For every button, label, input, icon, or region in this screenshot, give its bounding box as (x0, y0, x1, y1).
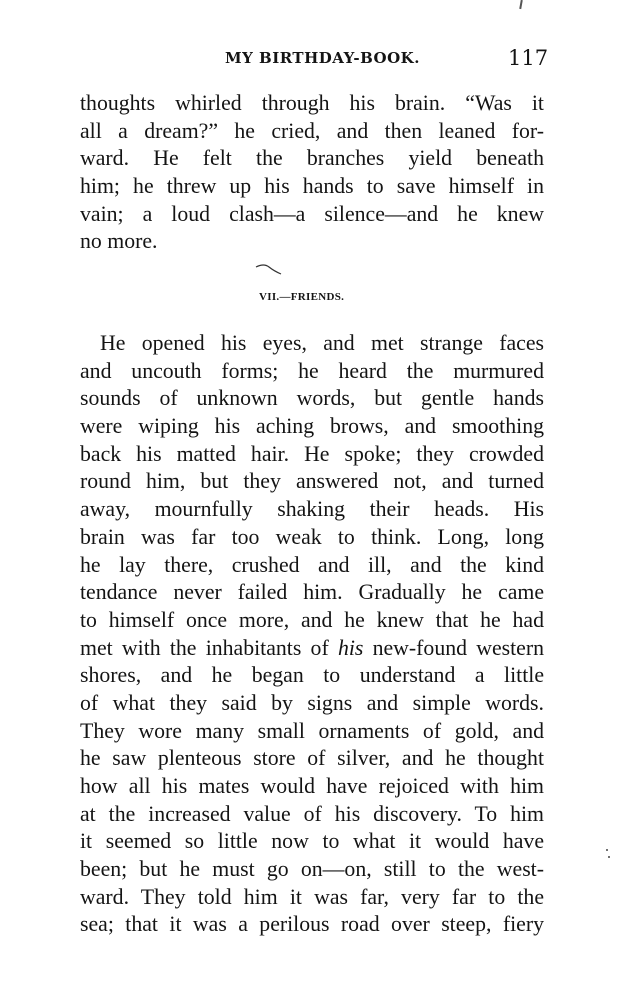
text-line: tendance never failed him. Gradually he came (80, 580, 544, 605)
text-line: at the increased value of his discovery. To him (80, 801, 544, 826)
page-number: 117 (508, 46, 549, 70)
text-line: to himself once more, and he knew that he had (80, 607, 544, 632)
text-line: away, mournfully shaking their heads. His (80, 497, 544, 522)
text-line: round him, but they answered not, and turned (80, 469, 544, 494)
text-line: ward. He felt the branches yield beneath (80, 146, 544, 171)
text-line: shores, and he began to understand a little (80, 663, 544, 688)
top-paragraph (80, 90, 544, 256)
running-header-title: MY BIRTHDAY-BOOK. (225, 49, 420, 67)
section-heading: VII.—FRIENDS. (259, 291, 345, 303)
emphasized-word: his (337, 635, 364, 660)
text-line: him; he threw up his hands to save himself in (80, 174, 544, 199)
text-line: how all his mates would have rejoiced with him (80, 774, 544, 798)
text-line-with-emphasis (80, 635, 544, 663)
text-line: back his matted hair. He spoke; they crowded (80, 441, 544, 466)
text-line: of what they said by signs and simple words. (80, 690, 544, 715)
text-line: brain was far too weak to think. Long, long (80, 524, 544, 549)
text-line: it seemed so little now to what it would have (80, 829, 544, 854)
print-specks (604, 848, 614, 860)
text-line: sounds of unknown words, but gentle hands (80, 386, 544, 411)
text-line: no more. (80, 229, 158, 254)
corner-scan-mark (519, 0, 523, 9)
main-paragraph (80, 330, 544, 939)
text-line: He opened his eyes, and met strange faces (100, 331, 544, 355)
text-line: all a dream?” he cried, and then leaned for- (80, 118, 544, 143)
text-line: sea; that it was a perilous road over steep, fiery (80, 912, 544, 937)
text-line: he saw plenteous store of silver, and he thought (80, 746, 544, 771)
text-segment: met with the inhabitants of (80, 635, 338, 660)
text-line: thoughts whirled through his brain. “Was it (80, 91, 544, 115)
text-line: he lay there, crushed and ill, and the kind (80, 552, 544, 577)
text-line: ward. They told him it was far, very far to the (80, 884, 544, 909)
text-line: were wiping his aching brows, and smoothing (80, 414, 544, 439)
text-line: vain; a loud clash—a silence—and he knew (80, 201, 544, 226)
text-segment: new-found western (363, 635, 545, 660)
text-line: been; but he must go on—on, still to the west- (80, 857, 544, 882)
text-line: They wore many small ornaments of gold, and (80, 718, 544, 743)
text-line: and uncouth forms; he heard the murmured (80, 358, 544, 383)
section-ornament (255, 262, 283, 276)
